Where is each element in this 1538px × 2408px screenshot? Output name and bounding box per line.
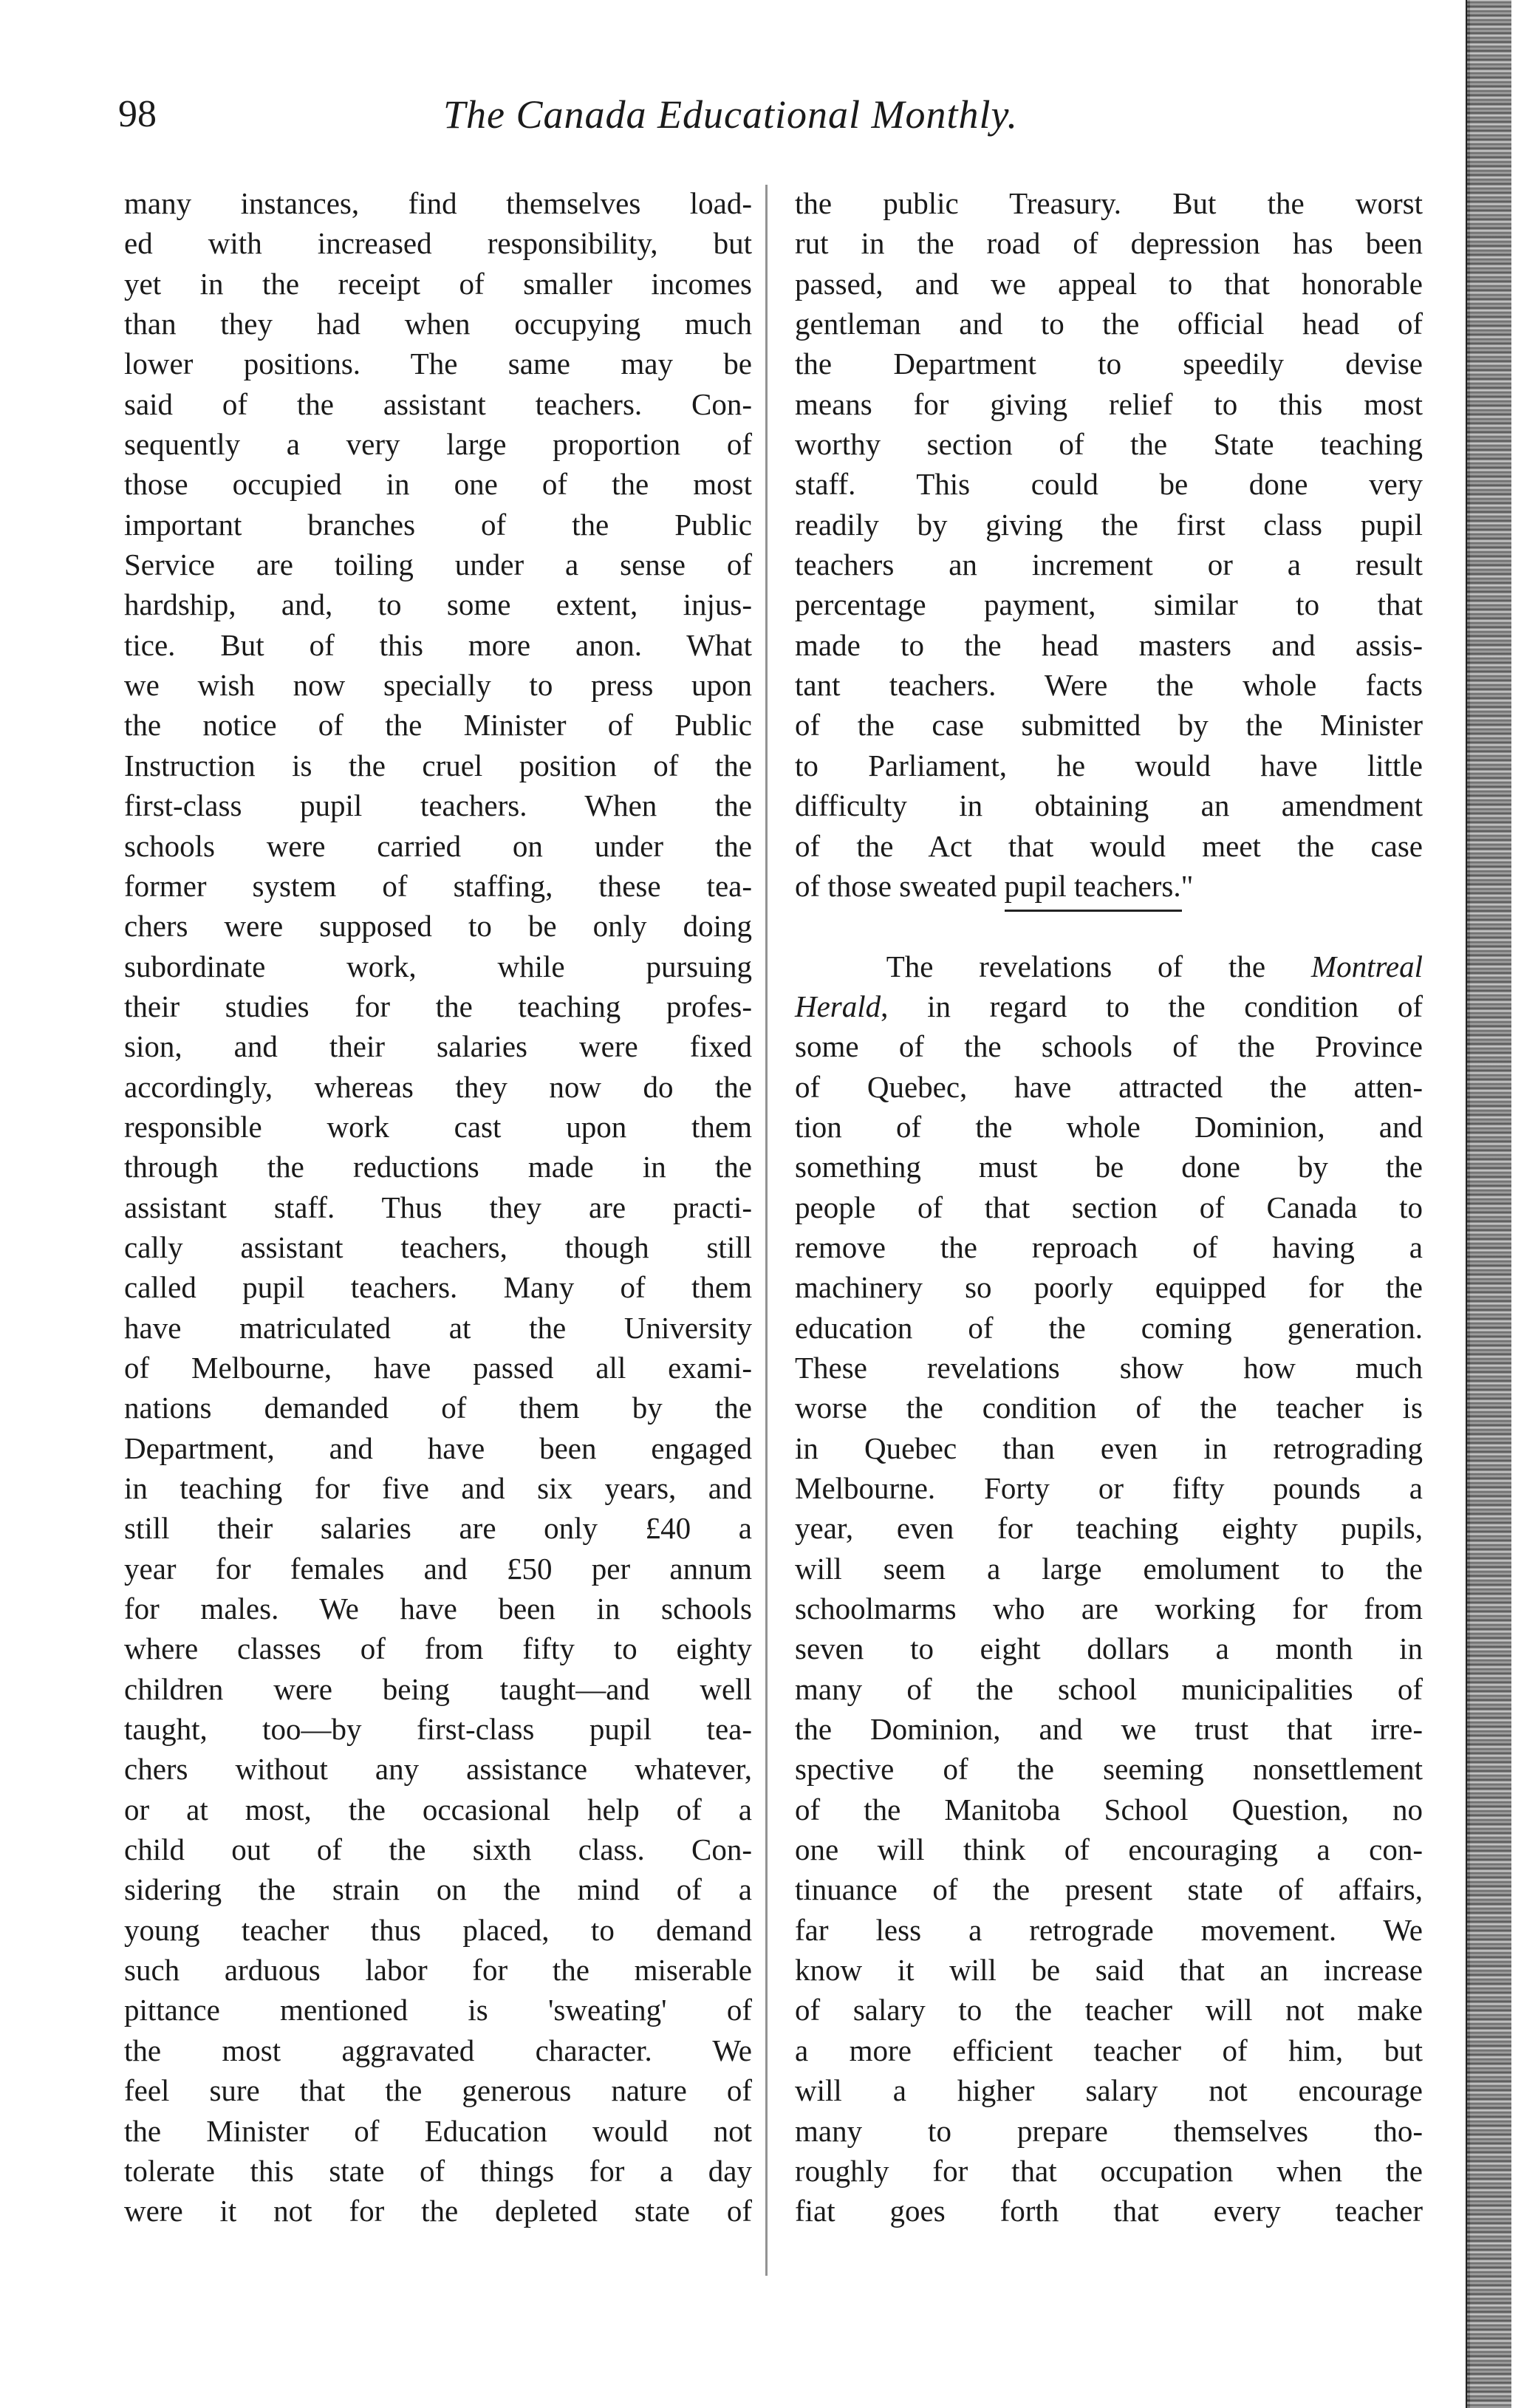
text-line: yet in the receipt of smaller incomes (124, 266, 752, 301)
text-line: feel sure that the generous nature of (124, 2073, 752, 2108)
text-line: rut in the road of depression has been (795, 226, 1423, 261)
text-line: many instances, find themselves load- (124, 186, 752, 220)
text-line: teachers an increment or a result (795, 548, 1423, 582)
text-line: made to the head masters and assis- (795, 627, 1423, 662)
text-line: young teacher thus placed, to demand (124, 1912, 752, 1947)
text-line: tion of the whole Dominion, and (795, 1109, 1423, 1144)
text-line: year, even for teaching eighty pupils, (795, 1511, 1423, 1546)
text-line: roughly for that occupation when the (795, 2153, 1423, 2188)
text-line: ed with increased responsibility, but (124, 226, 752, 261)
text-line: of Quebec, have attracted the atten- (795, 1069, 1423, 1104)
text-line: chers without any assistance whatever, (124, 1752, 752, 1787)
text-line: chers were supposed to be only doing (124, 909, 752, 944)
text-line: spective of the seeming nonsettlement (795, 1752, 1423, 1787)
text-line: schools were carried on under the (124, 828, 752, 863)
text-run: , in regard to the condition of (881, 989, 1423, 1023)
text-line: or at most, the occasional help of a (124, 1792, 752, 1827)
text-line: through the reductions made in the (124, 1150, 752, 1184)
text-line: of salary to the teacher will not make (795, 1993, 1423, 2027)
text-line: machinery so poorly equipped for the (795, 1270, 1423, 1305)
text-line: gentleman and to the official head of (795, 307, 1423, 341)
text-line (795, 947, 1423, 986)
text-line: worthy section of the State teaching (795, 427, 1423, 462)
text-line: the most aggravated character. We (124, 2033, 752, 2067)
text-line: of Melbourne, have passed all exami- (124, 1350, 752, 1385)
text-line: in teaching for five and six years, and (124, 1471, 752, 1505)
text-line: tice. But of this more anon. What (124, 627, 752, 662)
text-line: one will think of encouraging a con- (795, 1832, 1423, 1867)
text-line: we wish now specially to press upon (124, 668, 752, 703)
text-line: Department, and have been engaged (124, 1430, 752, 1465)
text-line: still their salaries are only £40 a (124, 1511, 752, 1546)
text-line: such arduous labor for the miserable (124, 1953, 752, 1988)
text-line: said of the assistant teachers. Con- (124, 386, 752, 421)
text-line: Service are toiling under a sense of (124, 548, 752, 582)
text-line: accordingly, whereas they now do the (124, 1069, 752, 1104)
italic-text: Montreal (1310, 949, 1423, 983)
text-line: know it will be said that an increase (795, 1953, 1423, 1988)
text-line: of the Manitoba School Question, no (795, 1792, 1423, 1827)
text-line: schoolmarms who are working for from (795, 1592, 1423, 1626)
text-line: of the Act that would meet the case (795, 828, 1423, 863)
section-divider (1005, 910, 1182, 912)
text-line: percentage payment, similar to that (795, 587, 1423, 622)
text-line: important branches of the Public (124, 507, 752, 542)
text-line: for males. We have been in schools (124, 1592, 752, 1626)
page-number: 98 (118, 93, 157, 135)
text-run: The revelations of the (886, 949, 1311, 983)
text-line: These revelations show how much (795, 1350, 1423, 1385)
section-gap (795, 906, 1423, 946)
text-line: something must be done by the (795, 1150, 1423, 1184)
text-line: means for giving relief to this most (795, 386, 1423, 421)
running-title: The Canada Educational Monthly. (443, 92, 1018, 137)
text-line: the Department to speedily devise (795, 347, 1423, 381)
text-line: hardship, and, to some extent, injus- (124, 587, 752, 622)
text-line: were it not for the depleted state of (124, 2194, 752, 2228)
text-line: the public Treasury. But the worst (795, 186, 1423, 220)
text-line: child out of the sixth class. Con- (124, 1832, 752, 1867)
text-line: sion, and their salaries were fixed (124, 1029, 752, 1064)
text-line: a more efficient teacher of him, but (795, 2033, 1423, 2067)
text-line: than they had when occupying much (124, 307, 752, 341)
text-line: year for females and £50 per annum (124, 1551, 752, 1586)
text-line: Instruction is the cruel position of the (124, 748, 752, 782)
page-edge-texture (1467, 0, 1511, 2408)
text-line: worse the condition of the teacher is (795, 1391, 1423, 1425)
text-line: have matriculated at the University (124, 1310, 752, 1345)
text-line: the notice of the Minister of Public (124, 708, 752, 743)
text-line: to Parliament, he would have little (795, 748, 1423, 782)
text-line: staff. This could be done very (795, 467, 1423, 502)
text-line: cally assistant teachers, though still (124, 1229, 752, 1264)
column-rule (765, 185, 768, 2276)
text-line: of the case submitted by the Minister (795, 708, 1423, 743)
text-line: taught, too—by first-class pupil tea- (124, 1712, 752, 1747)
text-line: Melbourne. Forty or fifty pounds a (795, 1471, 1423, 1505)
text-line: the Minister of Education would not (124, 2113, 752, 2148)
text-line: first-class pupil teachers. When the (124, 788, 752, 823)
text-line: responsible work cast upon them (124, 1109, 752, 1144)
text-line: tolerate this state of things for a day (124, 2153, 752, 2188)
text-line: many of the school municipalities of (795, 1671, 1423, 1706)
text-line: of those sweated pupil teachers." (795, 868, 1194, 903)
text-line: the Dominion, and we trust that irre- (795, 1712, 1423, 1747)
text-line: pittance mentioned is 'sweating' of (124, 1993, 752, 2027)
text-line: sequently a very large proportion of (124, 427, 752, 462)
text-line: children were being taught—and well (124, 1671, 752, 1706)
text-line: lower positions. The same may be (124, 347, 752, 381)
text-line: former system of staffing, these tea- (124, 868, 752, 903)
text-line: those occupied in one of the most (124, 467, 752, 502)
text-line (795, 986, 1423, 1026)
text-line: education of the coming generation. (795, 1310, 1423, 1345)
text-line: far less a retrograde movement. We (795, 1912, 1423, 1947)
text-line: fiat goes forth that every teacher (795, 2194, 1423, 2228)
text-line: tinuance of the present state of affairs, (795, 1872, 1423, 1907)
text-line: in Quebec than even in retrograding (795, 1430, 1423, 1465)
text-line: assistant staff. Thus they are practi- (124, 1190, 752, 1224)
text-line: sidering the strain on the mind of a (124, 1872, 752, 1907)
text-line: many to prepare themselves tho- (795, 2113, 1423, 2148)
text-line: nations demanded of them by the (124, 1391, 752, 1425)
text-line: called pupil teachers. Many of them (124, 1270, 752, 1305)
text-line: difficulty in obtaining an amendment (795, 788, 1423, 823)
text-line: will seem a large emolument to the (795, 1551, 1423, 1586)
text-line: readily by giving the first class pupil (795, 507, 1423, 542)
text-line: will a higher salary not encourage (795, 2073, 1423, 2108)
text-line: remove the reproach of having a (795, 1229, 1423, 1264)
italic-text: Herald (795, 989, 881, 1023)
text-line: subordinate work, while pursuing (124, 949, 752, 983)
text-line: people of that section of Canada to (795, 1190, 1423, 1224)
page-header (118, 89, 1138, 140)
text-line: their studies for the teaching profes- (124, 989, 752, 1023)
right-column (795, 183, 1423, 2231)
text-line: passed, and we appeal to that honorable (795, 266, 1423, 301)
text-line: some of the schools of the Province (795, 1029, 1423, 1064)
left-column (124, 183, 752, 2231)
text-line: seven to eight dollars a month in (795, 1631, 1423, 1666)
text-line: tant teachers. Were the whole facts (795, 668, 1423, 703)
text-line: where classes of from fifty to eighty (124, 1631, 752, 1666)
